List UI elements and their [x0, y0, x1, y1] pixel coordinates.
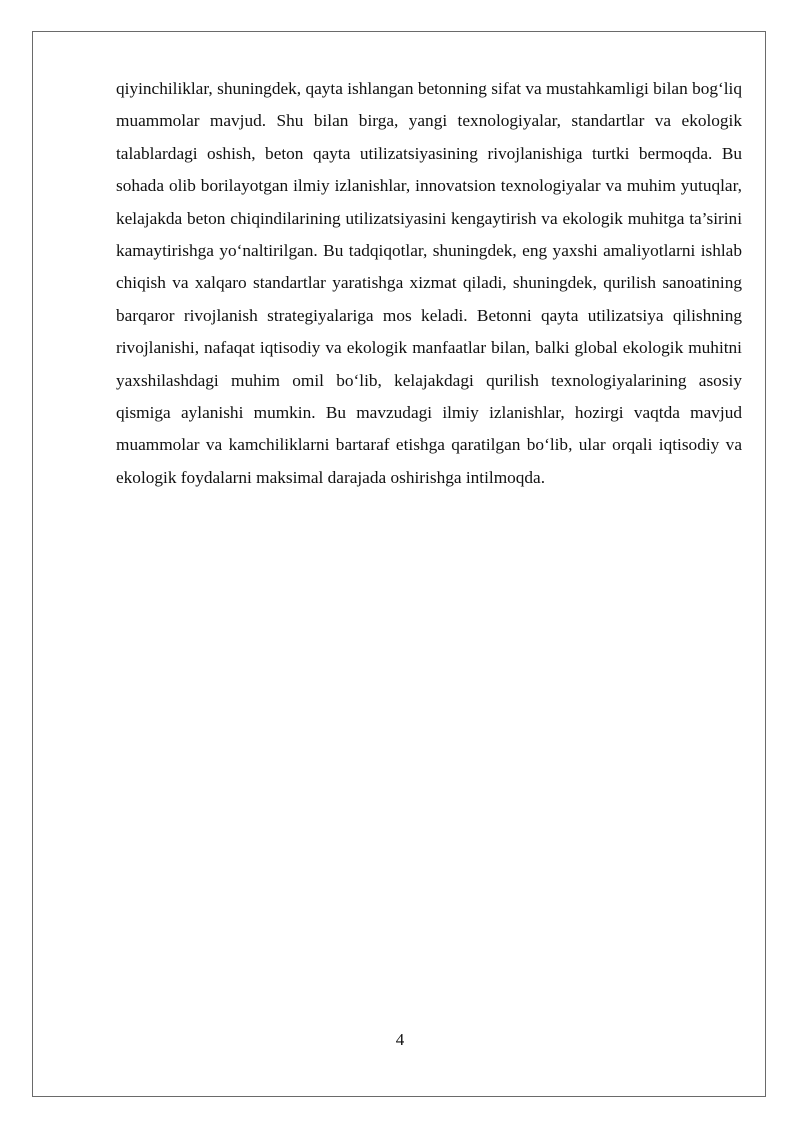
- page-number: 4: [395, 1030, 405, 1049]
- body-paragraph: qiyinchiliklar, shuningdek, qayta ishlangan betonning sifat va mustahkamligi bilan bog‘liq muammolar mavjud. Shu bilan birga, yangi texnologiyalar, standartlar va ekologik talablardagi oshish, beton qayta utilizatsiyasining rivojlanishiga turtki bermoqda. Bu sohada olib borilayotgan ilmiy izlanishlar, innovatsion texnologiyalar va muhim yutuqlar, kelajakda beton chiqindilarining utilizatsiyasini kengaytirish va ekologik muhitga ta’sirini kamaytirishga yo‘naltirilgan. Bu tadqiqotlar, shuningdek, eng yaxshi amaliyotlarni ishlab chiqish va xalqaro standartlar yaratishga xizmat qiladi, shuningdek, qurilish sanoatining barqaror rivojlanish strategiyalariga mos keladi. Betonni qayta utilizatsiya qilishning rivojlanishi, nafaqat iqtisodiy va ekologik manfaatlar bilan, balki global ekologik muhitni yaxshilashdagi muhim omil bo‘lib, kelajakdagi qurilish texnologiyalarining asosiy qismiga aylanishi mumkin. Bu mavzudagi ilmiy izlanishlar, hozirgi vaqtda mavjud muammolar va kamchiliklarni bartaraf etishga qaratilgan bo‘lib, ular orqali iqtisodiy va ekologik foydalarni maksimal darajada oshirishga intilmoqda.: [116, 79, 742, 487]
